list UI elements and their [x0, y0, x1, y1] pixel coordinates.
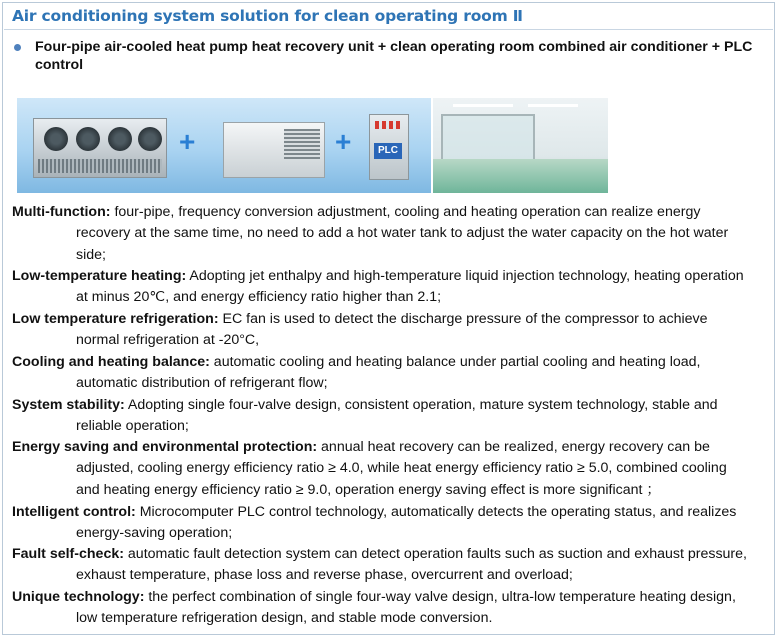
feature-text: low temperature refrigeration design, and stable mode conversion.	[76, 610, 493, 627]
ceiling-light	[453, 104, 513, 107]
indicator-lamps	[375, 121, 402, 129]
feature-text: normal refrigeration at -20°C,	[76, 332, 260, 349]
equipment-image	[17, 98, 431, 193]
feature-text: adjusted, cooling energy efficiency ratio ≥ 4.0, while heat energy efficiency ratio ≥ 5.0, combined cooling	[76, 460, 727, 477]
grille-illustration	[284, 129, 320, 159]
feature-label: Energy saving and environmental protection:	[12, 439, 318, 455]
title-divider	[4, 29, 773, 30]
heat-pump-unit-illustration	[33, 118, 167, 178]
feature-text: and heating energy efficiency ratio ≥ 9.0, operation energy saving effect is more significant ；	[76, 481, 661, 498]
system-summary: Four-pipe air-cooled heat pump heat recovery unit + clean operating room combined air conditioner + PLC control	[35, 39, 753, 73]
ceiling-light	[528, 104, 578, 107]
feature-text: EC fan is used to detect the discharge pressure of the compressor to achieve	[218, 311, 708, 327]
plus-icon: +	[335, 126, 352, 157]
feature-system-stability	[12, 395, 772, 438]
fan-icon	[138, 127, 162, 151]
plc-label: PLC	[374, 143, 402, 159]
plus-icon: +	[179, 126, 196, 157]
fan-icon	[76, 127, 100, 151]
window-panel	[441, 114, 535, 164]
feature-text: side;	[76, 246, 106, 263]
feature-text: automatic fault detection system can detect operation faults such as suction and exhaust pressure,	[123, 546, 747, 562]
page-title: Air conditioning system solution for clean operating room Ⅱ	[12, 7, 523, 25]
feature-text: four-pipe, frequency conversion adjustment, cooling and heating operation can realize energy	[110, 204, 701, 220]
feature-text: the perfect combination of single four-way valve design, ultra-low temperature heating design,	[144, 589, 736, 605]
feature-text: exhaust temperature, phase loss and reverse phase, overcurrent and overload;	[76, 567, 573, 584]
feature-unique-technology	[12, 587, 772, 630]
feature-multi-function	[12, 202, 772, 266]
feature-low-temperature-heating	[12, 266, 772, 309]
bullet-dot-icon	[14, 44, 21, 51]
air-conditioner-unit-illustration	[223, 122, 325, 178]
feature-label: Intelligent control:	[12, 504, 136, 520]
fan-icon	[44, 127, 68, 151]
feature-label: Fault self-check:	[12, 546, 124, 562]
feature-text: reliable operation;	[76, 418, 189, 435]
feature-low-temperature-refrigeration	[12, 309, 772, 352]
feature-cooling-heating-balance	[12, 352, 772, 395]
plc-cabinet-illustration	[369, 114, 409, 180]
feature-text: Microcomputer PLC control technology, automatically detects the operating status, and realizes	[135, 504, 737, 520]
feature-label: System stability:	[12, 397, 125, 413]
feature-label: Multi-function:	[12, 204, 111, 220]
feature-label: Cooling and heating balance:	[12, 354, 210, 370]
feature-text: Adopting single four-valve design, consistent operation, mature system technology, stable and	[124, 397, 718, 413]
feature-text: recovery at the same time, no need to add a hot water tank to adjust the water capacity on the hot water	[76, 225, 729, 242]
fan-icon	[108, 127, 132, 151]
feature-energy-saving	[12, 437, 772, 501]
feature-label: Low-temperature heating:	[12, 268, 187, 284]
feature-label: Unique technology:	[12, 589, 145, 605]
corridor-floor	[433, 159, 608, 193]
feature-text: energy-saving operation;	[76, 525, 233, 542]
feature-intelligent-control	[12, 502, 772, 545]
feature-fault-self-check	[12, 544, 772, 587]
feature-text: Adopting jet enthalpy and high-temperature liquid injection technology, heating operation	[186, 268, 744, 284]
feature-text: at minus 20℃, and energy efficiency ratio higher than 2.1;	[76, 289, 442, 306]
feature-text: automatic distribution of refrigerant flow;	[76, 375, 328, 392]
coil-illustration	[38, 159, 162, 173]
feature-text: annual heat recovery can be realized, energy recovery can be	[317, 439, 710, 455]
feature-text: automatic cooling and heating balance under partial cooling and heating load,	[209, 354, 701, 370]
operating-room-image	[433, 98, 608, 193]
feature-label: Low temperature refrigeration:	[12, 311, 219, 327]
